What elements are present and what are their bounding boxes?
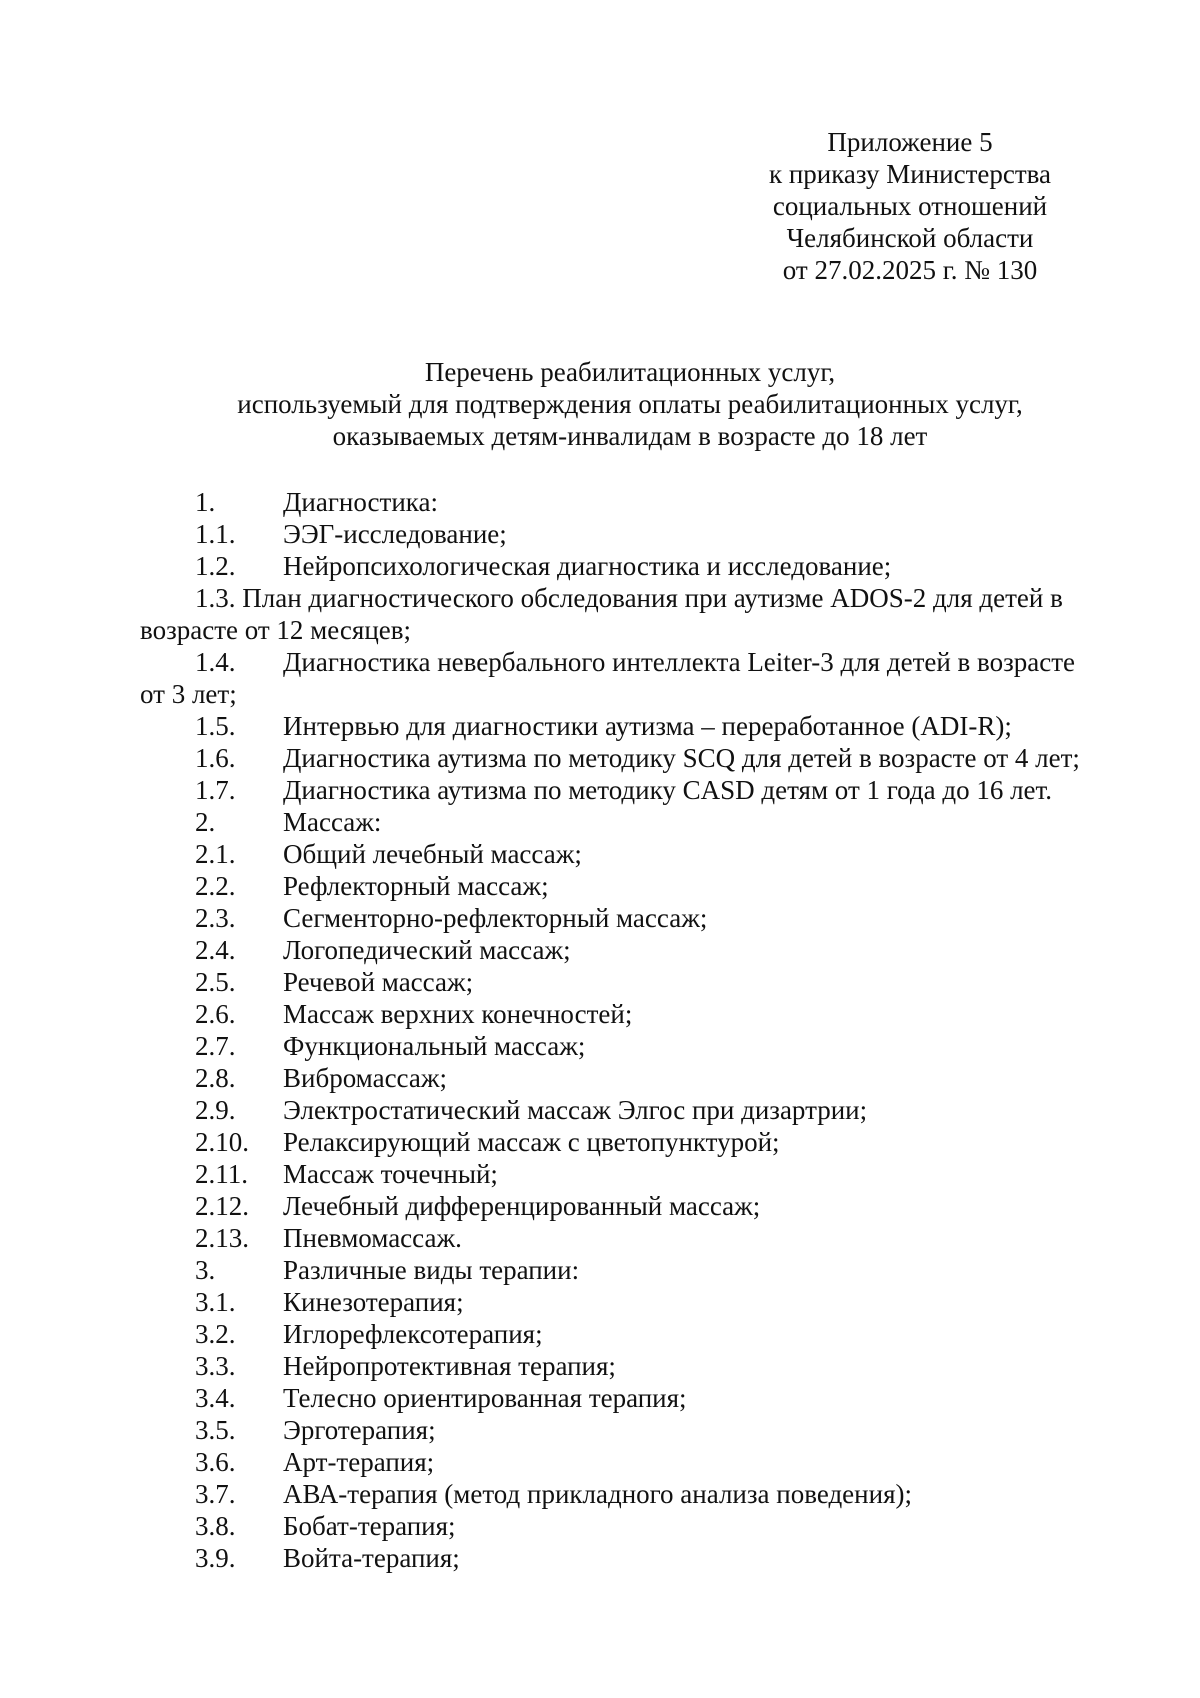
item-text: Иглорефлексотерапия; (283, 1319, 543, 1349)
item-number: 2.1. (195, 839, 236, 869)
item-number: 3.7. (195, 1479, 236, 1509)
item-number: 2.3. (195, 903, 236, 933)
item-text: Логопедический массаж; (283, 935, 571, 965)
list-item (0, 1062, 1200, 1094)
item-number: 1.5. (195, 711, 236, 741)
appendix-line: от 27.02.2025 г. № 130 (782, 255, 1038, 285)
item-number: 1.2. (195, 551, 236, 581)
list-item (0, 1510, 1200, 1542)
item-text: Массаж: (283, 807, 382, 837)
list-item (0, 710, 1200, 742)
item-text: Массаж верхних конечностей; (283, 999, 633, 1029)
list-item (0, 934, 1200, 966)
item-text: Общий лечебный массаж; (283, 839, 582, 869)
list-item (0, 1126, 1200, 1158)
item-text: Электростатический массаж Элгос при дизартрии; (283, 1095, 868, 1125)
list-item (0, 966, 1200, 998)
item-number: 2.5. (195, 967, 236, 997)
list-item (0, 486, 1200, 518)
item-number: 2.11. (195, 1159, 248, 1189)
item-number: 2.12. (195, 1191, 249, 1221)
item-text: Эрготерапия; (283, 1415, 436, 1445)
item-text: Функциональный массаж; (283, 1031, 586, 1061)
item-number: 1.7. (195, 775, 236, 805)
item-text: Диагностика аутизма по методику CASD детям от 1 года до 16 лет. (283, 775, 1053, 805)
list-item (0, 1030, 1200, 1062)
list-item (0, 902, 1200, 934)
list-item (0, 1318, 1200, 1350)
list-item (0, 870, 1200, 902)
item-text-continuation: от 3 лет; (140, 679, 237, 709)
list-item (0, 774, 1200, 806)
appendix-line: к приказу Министерства (768, 159, 1052, 189)
list-item (0, 1414, 1200, 1446)
item-number: 1.4. (195, 647, 236, 677)
item-text: Речевой массаж; (283, 967, 474, 997)
list-item (0, 838, 1200, 870)
item-number: 2.6. (195, 999, 236, 1029)
list-item (0, 1350, 1200, 1382)
item-number: 3.2. (195, 1319, 236, 1349)
item-text: ЭЭГ-исследование; (283, 519, 507, 549)
item-text: Нейропсихологическая диагностика и исследование; (283, 551, 892, 581)
appendix-header (720, 126, 1100, 286)
title-line: оказываемых детям-инвалидам в возрасте до 18 лет (332, 421, 928, 451)
list-item (0, 550, 1200, 582)
appendix-line: социальных отношений (772, 191, 1048, 221)
item-number: 2.4. (195, 935, 236, 965)
list-item (0, 1286, 1200, 1318)
list-item (0, 1158, 1200, 1190)
list-item (0, 1254, 1200, 1286)
item-text: Диагностика невербального интеллекта Leiter-3 для детей в возрасте (283, 647, 1076, 677)
item-number: 2.10. (195, 1127, 249, 1157)
item-text: Лечебный дифференцированный массаж; (283, 1191, 761, 1221)
appendix-line: Приложение 5 (827, 127, 993, 157)
item-number: 2.8. (195, 1063, 236, 1093)
title-line: используемый для подтверждения оплаты реабилитационных услуг, (237, 389, 1023, 419)
item-number: 3.4. (195, 1383, 236, 1413)
item-text: Различные виды терапии: (283, 1255, 580, 1285)
list-item (0, 806, 1200, 838)
item-text: Пневмомассаж. (283, 1223, 462, 1253)
item-number: 3.3. (195, 1351, 236, 1381)
list-item (0, 1094, 1200, 1126)
document-title (140, 356, 1120, 452)
list-item (0, 1190, 1200, 1222)
item-text: Телесно ориентированная терапия; (283, 1383, 687, 1413)
list-item (0, 1222, 1200, 1254)
item-text: Интервью для диагностики аутизма – переработанное (ADI-R); (283, 711, 1012, 741)
item-number: 2.2. (195, 871, 236, 901)
list-item (0, 582, 1200, 646)
item-number: 3.6. (195, 1447, 236, 1477)
item-text: Кинезотерапия; (283, 1287, 464, 1317)
list-item (0, 1478, 1200, 1510)
item-text: Нейропротективная терапия; (283, 1351, 616, 1381)
list-item (0, 742, 1200, 774)
item-text: Арт-терапия; (283, 1447, 435, 1477)
item-number: 1. (195, 487, 216, 517)
list-item (0, 646, 1200, 710)
item-number: 3.1. (195, 1287, 236, 1317)
item-text: Войта-терапия; (283, 1543, 460, 1573)
item-number: 2.13. (195, 1223, 249, 1253)
item-number: 2.7. (195, 1031, 236, 1061)
item-number: 3.5. (195, 1415, 236, 1445)
item-number: 1.1. (195, 519, 236, 549)
item-number: 3. (195, 1255, 216, 1285)
item-number: 3.9. (195, 1543, 236, 1573)
item-text: Рефлекторный массаж; (283, 871, 549, 901)
item-text: АВА-терапия (метод прикладного анализа поведения); (283, 1479, 912, 1509)
list-item (0, 1446, 1200, 1478)
item-text: Сегменторно-рефлекторный массаж; (283, 903, 708, 933)
appendix-line: Челябинской области (786, 223, 1034, 253)
list-item (0, 1382, 1200, 1414)
item-text: Диагностика: (283, 487, 438, 517)
item-text: Бобат-терапия; (283, 1511, 456, 1541)
title-line: Перечень реабилитационных услуг, (424, 357, 836, 387)
item-number: 3.8. (195, 1511, 236, 1541)
item-text-continuation: возрасте от 12 месяцев; (140, 615, 412, 645)
item-text: Релаксирующий массаж с цветопунктурой; (283, 1127, 780, 1157)
list-item (0, 1542, 1200, 1574)
item-number: 2. (195, 807, 216, 837)
list-item (0, 998, 1200, 1030)
item-number: 1.6. (195, 743, 236, 773)
item-text: Диагностика аутизма по методику SCQ для детей в возрасте от 4 лет; (283, 743, 1080, 773)
item-text: 1.3. План диагностического обследования при аутизме ADOS-2 для детей в (195, 583, 1063, 613)
list-item (0, 518, 1200, 550)
services-list (0, 486, 1200, 1574)
item-text: Массаж точечный; (283, 1159, 498, 1189)
item-number: 2.9. (195, 1095, 236, 1125)
item-text: Вибромассаж; (283, 1063, 448, 1093)
